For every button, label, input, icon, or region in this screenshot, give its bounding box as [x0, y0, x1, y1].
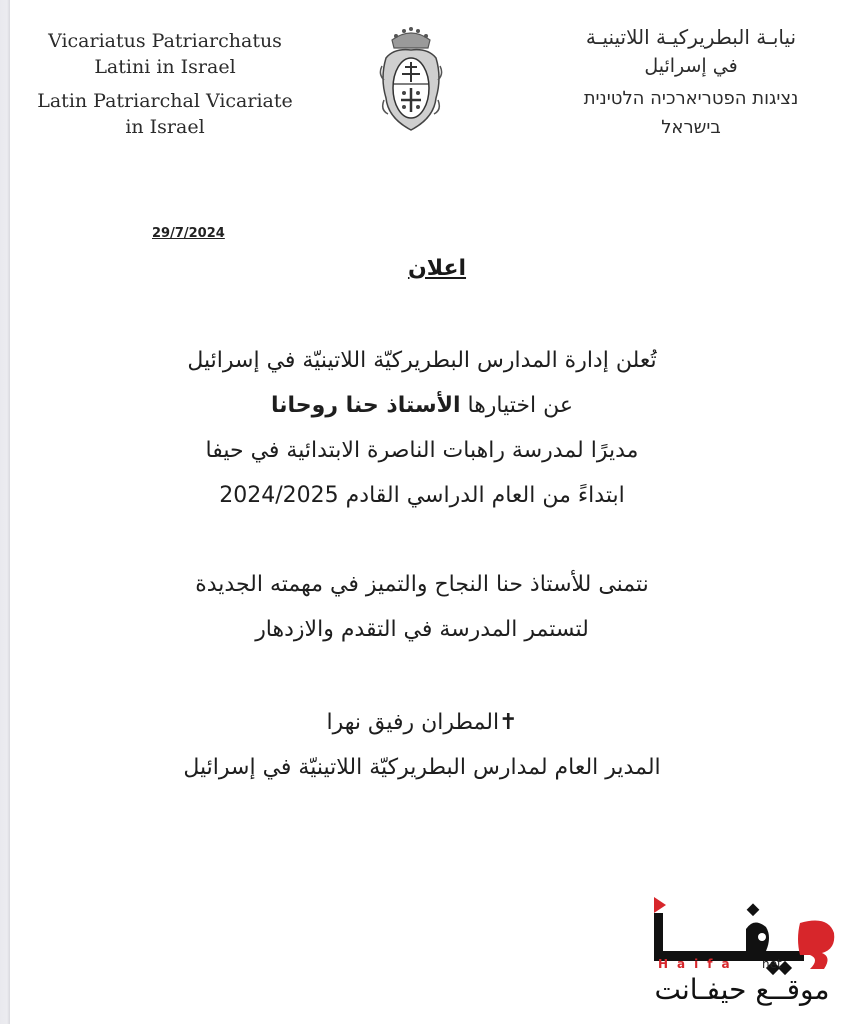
logo-flag-icon [654, 897, 666, 913]
haifanet-watermark-logo [650, 893, 836, 1017]
paragraph-line-with-name [0, 383, 844, 428]
logo-suffix: net [762, 957, 782, 971]
announcement-title-row [0, 256, 844, 281]
hebrew-header-line1: נציגות הפטריארכיה הלטינית [583, 88, 799, 109]
coat-of-arms-icon [378, 18, 444, 138]
paragraph-line: تُعلن إدارة المدارس البطريركيّة اللاتينيّة في إسرائيل [187, 348, 657, 373]
logo-latin-text: Haifa [658, 957, 739, 971]
latin-header [30, 28, 300, 140]
signature-name-line [0, 700, 844, 745]
hebrew-header-line2: בישראל [661, 117, 721, 138]
arabic-header-line2: في إسرائيل [644, 55, 738, 77]
signatory-name: المطران رفيق نهرا [326, 710, 500, 735]
paragraph-line: مديرًا لمدرسة راهبات الناصرة الابتدائية في حيفا [205, 438, 639, 463]
document-date: 29/7/2024 [152, 226, 225, 241]
signature-block [0, 700, 844, 790]
paragraph-line: ابتداءً من العام الدراسي القادم 2024/2025 [219, 483, 625, 508]
english-header-line2: in Israel [125, 116, 205, 138]
line-prefix: عن اختيارها [460, 393, 573, 418]
paragraph-line: نتمنى للأستاذ حنا النجاح والتميز في مهمته الجديدة [195, 572, 649, 597]
arabic-header-line1: نيابـة البطريركيـة اللاتينيـة [585, 25, 797, 49]
announcement-paragraph [0, 338, 844, 518]
appointee-name: الأستاذ حنا روحانا [271, 393, 461, 418]
logo-tagline: موقــع حيفـانت [654, 973, 830, 1006]
latin-header-line1: Vicariatus Patriarchatus [48, 30, 282, 52]
wishes-paragraph [0, 562, 844, 652]
arabic-hebrew-header [560, 22, 822, 142]
cross-icon: ✝ [499, 710, 518, 735]
english-header-line1: Latin Patriarchal Vicariate [37, 90, 293, 112]
signatory-role: المدير العام لمدارس البطريركيّة اللاتينيّة في إسرائيل [183, 755, 661, 780]
latin-header-line2: Latini in Israel [94, 56, 236, 78]
announcement-title: اعلان [407, 256, 467, 281]
paragraph-line: لتستمر المدرسة في التقدم والازدهار [255, 617, 589, 642]
